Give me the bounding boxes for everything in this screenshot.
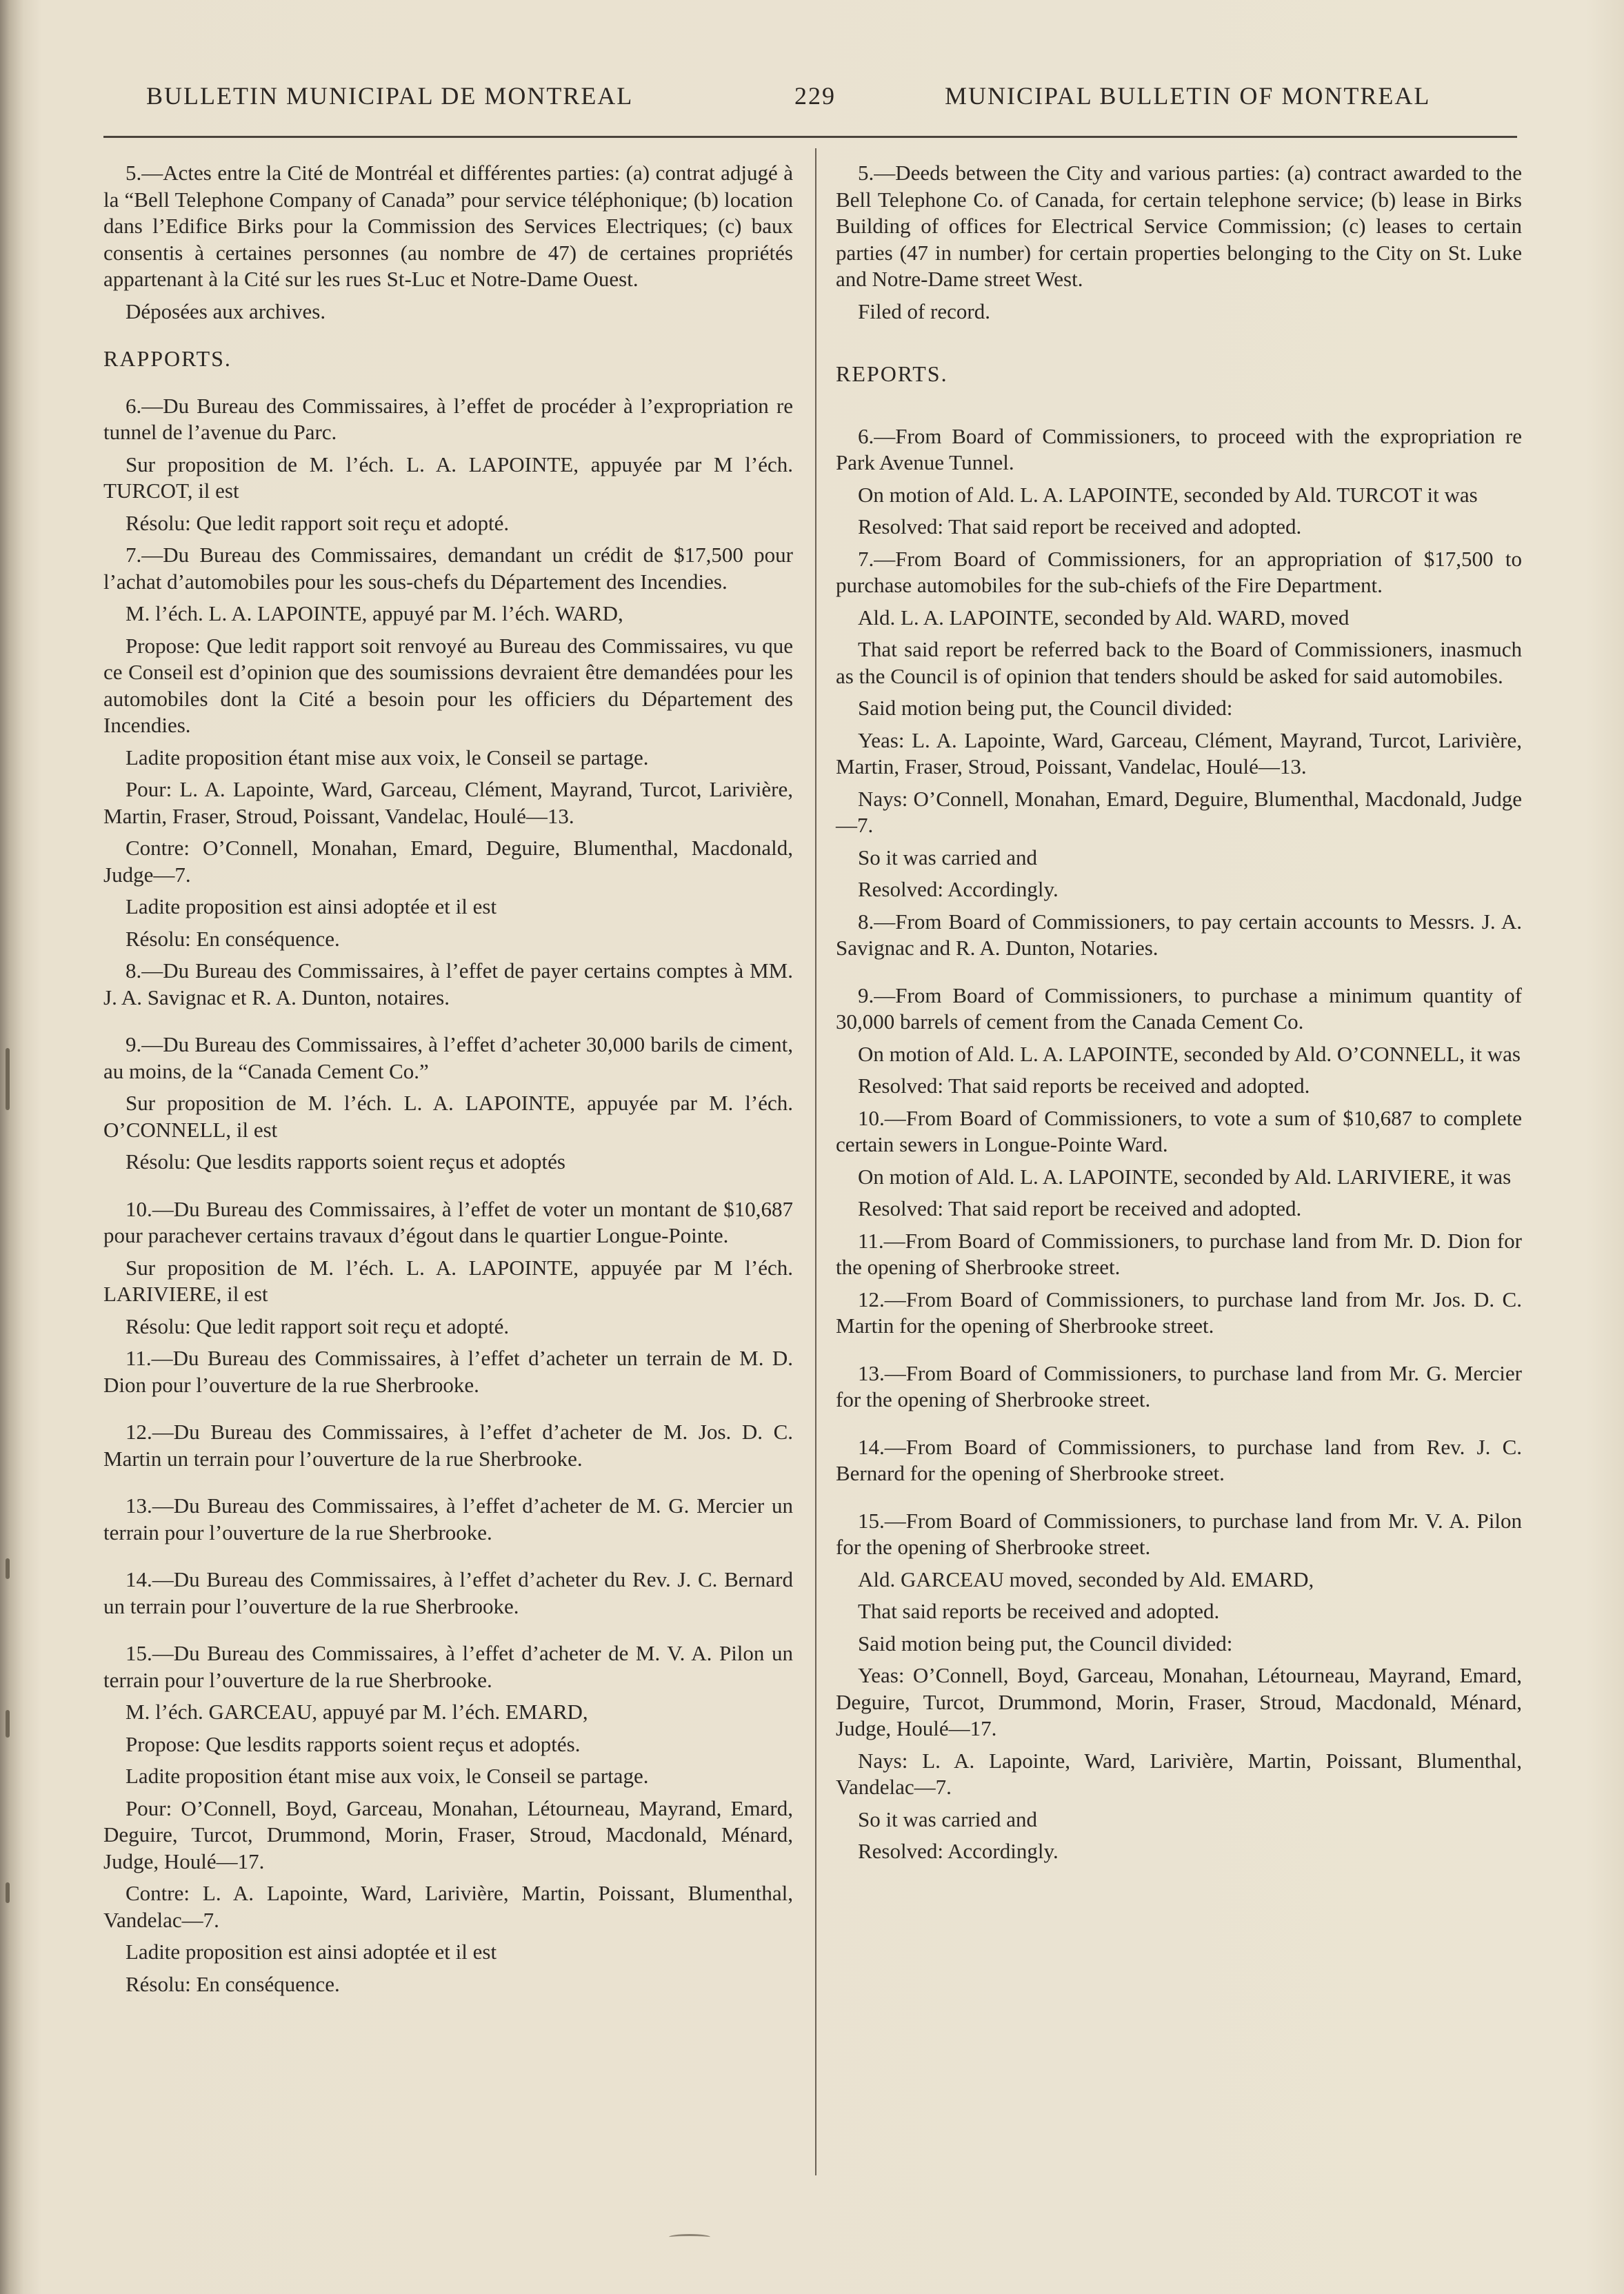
- fr-item-7-resolved: Résolu: En conséquence.: [126, 926, 340, 951]
- english-column: [836, 160, 1522, 1871]
- fr-item-7-vote: Ladite proposition étant mise aux voix, le Conseil se partage.: [126, 745, 649, 769]
- fr-item-7-propose: Propose: Que ledit rapport soit renvoyé au Bureau des Commissaires, vu que ce Conseil est d’opinion que des soumissions devraient être demandées pour les automobiles dont la Cité a besoin pour les officiers du Département des Incendies.: [103, 633, 793, 737]
- header-rule: [103, 136, 1517, 138]
- fr-item-10: 10.—Du Bureau des Commissaires, à l’effet de voter un montant de $10,687 pour parachever certains travaux d’égout dans le quartier Longue-Pointe.: [103, 1196, 793, 1247]
- en-item-7: 7.—From Board of Commissioners, for an appropriation of $17,500 to purchase automobiles for the sub-chiefs of the Fire Department.: [836, 546, 1522, 597]
- en-item-15-propose: That said reports be received and adopted.: [858, 1599, 1220, 1623]
- header-english-title: MUNICIPAL BULLETIN OF MONTREAL: [945, 82, 1431, 110]
- fr-item-10-resolved: Résolu: Que ledit rapport soit reçu et adopté.: [126, 1314, 510, 1338]
- binding-mark: [6, 1558, 10, 1579]
- en-item-7-carried: So it was carried and: [858, 845, 1037, 869]
- en-item-7-nays: Nays: O’Connell, Monahan, Emard, Deguire, Blumenthal, Macdonald, Judge—7.: [836, 786, 1522, 837]
- en-item-15-nays: Nays: L. A. Lapointe, Ward, Larivière, Martin, Poissant, Blumenthal, Vandelac—7.: [836, 1748, 1522, 1799]
- en-item-11: 11.—From Board of Commissioners, to purchase land from Mr. D. Dion for the opening of Sherbrooke street.: [836, 1228, 1522, 1279]
- en-item-15-vote: Said motion being put, the Council divided:: [858, 1631, 1233, 1656]
- binding-mark: [6, 1710, 10, 1738]
- fr-item-7-adopted: Ladite proposition est ainsi adoptée et il est: [126, 894, 497, 918]
- en-item-5: 5.—Deeds between the City and various parties: (a) contract awarded to the Bell Telephone Co. of Canada, for certain telephone service; (b) lease in Birks Building of offices for Electrical Service Commission; (c) leases to certain parties (47 in number) for certain properties belonging to the City on St. Luke and Notre-Dame street West.: [836, 161, 1522, 291]
- fr-item-10-motion: Sur proposition de M. l’éch. L. A. LAPOINTE, appuyée par M l’éch. LARIVIERE, il est: [103, 1255, 793, 1306]
- header-french-title: BULLETIN MUNICIPAL DE MONTREAL: [146, 82, 634, 110]
- en-item-7-motion: Ald. L. A. LAPOINTE, seconded by Ald. WARD, moved: [858, 605, 1350, 630]
- fr-item-15-vote: Ladite proposition étant mise aux voix, le Conseil se partage.: [126, 1764, 649, 1788]
- fr-item-13: 13.—Du Bureau des Commissaires, à l’effet d’acheter de M. G. Mercier un terrain pour l’ouverture de la rue Sherbrooke.: [103, 1493, 793, 1545]
- en-item-10-motion: On motion of Ald. L. A. LAPOINTE, seconded by Ald. LARIVIERE, it was: [858, 1164, 1512, 1189]
- en-reports-heading: REPORTS.: [836, 361, 948, 386]
- fr-item-15-motion: M. l’éch. GARCEAU, appuyé par M. l’éch. EMARD,: [126, 1700, 588, 1724]
- fr-item-8: 8.—Du Bureau des Commissaires, à l’effet de payer certains comptes à MM. J. A. Savignac et R. A. Dunton, notaires.: [103, 958, 793, 1009]
- fr-item-7-contre: Contre: O’Connell, Monahan, Emard, Deguire, Blumenthal, Macdonald, Judge—7.: [103, 836, 793, 887]
- fr-item-6: 6.—Du Bureau des Commissaires, à l’effet de procéder à l’expropriation re tunnel de l’avenue du Parc.: [103, 393, 793, 444]
- en-item-15: 15.—From Board of Commissioners, to purchase land from Mr. V. A. Pilon for the opening of Sherbrooke street.: [836, 1508, 1522, 1559]
- binding-mark: [6, 1882, 10, 1903]
- en-item-15-carried: So it was carried and: [858, 1807, 1037, 1831]
- en-item-10: 10.—From Board of Commissioners, to vote a sum of $10,687 to complete certain sewers in Longue-Pointe Ward.: [836, 1105, 1522, 1156]
- fr-item-15-resolved: Résolu: En conséquence.: [126, 1971, 340, 1996]
- en-item-15-motion: Ald. GARCEAU moved, seconded by Ald. EMARD,: [858, 1567, 1314, 1591]
- en-item-7-yeas: Yeas: L. A. Lapointe, Ward, Garceau, Clément, Mayrand, Turcot, Larivière, Martin, Fraser, Stroud, Poissant, Vandelac, Houlé—13.: [836, 727, 1522, 778]
- fr-item-15: 15.—Du Bureau des Commissaires, à l’effet d’acheter de M. V. A. Pilon un terrain pour l’ouverture de la rue Sherbrooke.: [103, 1641, 793, 1692]
- footer-ornament: [669, 2234, 710, 2240]
- page-number: 229: [794, 82, 836, 110]
- en-item-14: 14.—From Board of Commissioners, to purchase land from Rev. J. C. Bernard for the opening of Sherbrooke street.: [836, 1434, 1522, 1485]
- en-item-6: 6.—From Board of Commissioners, to proceed with the expropriation re Park Avenue Tunnel.: [836, 423, 1522, 474]
- fr-item-15-pour: Pour: O’Connell, Boyd, Garceau, Monahan, Létourneau, Mayrand, Emard, Deguire, Turcot, Drummond, Morin, Fraser, Stroud, Macdonald, Ménard, Judge, Houlé—17.: [103, 1795, 793, 1873]
- en-item-9: 9.—From Board of Commissioners, to purchase a minimum quantity of 30,000 barrels of cement from the Canada Cement Co.: [836, 983, 1522, 1034]
- fr-item-9-motion: Sur proposition de M. l’éch. L. A. LAPOINTE, appuyée par M. l’éch. O’CONNELL, il est: [103, 1091, 793, 1142]
- page-header: [103, 81, 1517, 123]
- fr-item-6-resolved: Résolu: Que ledit rapport soit reçu et adopté.: [126, 510, 510, 535]
- french-column: [103, 160, 793, 2003]
- fr-reports-heading: RAPPORTS.: [103, 346, 232, 371]
- en-item-13: 13.—From Board of Commissioners, to purchase land from Mr. G. Mercier for the opening of Sherbrooke street.: [836, 1360, 1522, 1411]
- fr-item-7-pour: Pour: L. A. Lapointe, Ward, Garceau, Clément, Mayrand, Turcot, Larivière, Martin, Fraser, Stroud, Poissant, Vandelac, Houlé—13.: [103, 777, 793, 828]
- fr-item-9-resolved: Résolu: Que lesdits rapports soient reçus et adoptés: [126, 1149, 565, 1174]
- en-item-7-propose: That said report be referred back to the Board of Commissioners, inasmuch as the Council is of opinion that tenders should be asked for said automobiles.: [836, 637, 1522, 688]
- en-item-7-resolved: Resolved: Accordingly.: [858, 877, 1059, 901]
- en-item-10-resolved: Resolved: That said report be received and adopted.: [858, 1196, 1302, 1220]
- en-item-9-motion: On motion of Ald. L. A. LAPOINTE, seconded by Ald. O’CONNELL, it was: [858, 1041, 1521, 1066]
- en-item-9-resolved: Resolved: That said reports be received and adopted.: [858, 1074, 1310, 1098]
- binding-mark: [6, 1048, 10, 1110]
- fr-item-11: 11.—Du Bureau des Commissaires, à l’effet d’acheter un terrain de M. D. Dion pour l’ouverture de la rue Sherbrooke.: [103, 1346, 793, 1397]
- fr-item-15-contre: Contre: L. A. Lapointe, Ward, Larivière, Martin, Poissant, Blumenthal, Vandelac—7.: [103, 1881, 793, 1932]
- en-item-8: 8.—From Board of Commissioners, to pay certain accounts to Messrs. J. A. Savignac and R. A. Dunton, Notaries.: [836, 909, 1522, 960]
- fr-item-7-motion: M. l’éch. L. A. LAPOINTE, appuyé par M. l’éch. WARD,: [126, 601, 623, 625]
- fr-item-7: 7.—Du Bureau des Commissaires, demandant un crédit de $17,500 pour l’achat d’automobiles pour les sous-chefs du Département des Incendies.: [103, 543, 793, 594]
- fr-item-6-motion: Sur proposition de M. l’éch. L. A. LAPOINTE, appuyée par M l’éch. TURCOT, il est: [103, 452, 793, 503]
- fr-item-12: 12.—Du Bureau des Commissaires, à l’effet d’acheter de M. Jos. D. C. Martin un terrain pour l’ouverture de la rue Sherbrooke.: [103, 1420, 793, 1471]
- en-item-15-yeas: Yeas: O’Connell, Boyd, Garceau, Monahan, Létourneau, Mayrand, Emard, Deguire, Turcot, Drummond, Morin, Fraser, Stroud, Macdonald, Ménard, Judge, Houlé—17.: [836, 1663, 1522, 1740]
- en-item-15-resolved: Resolved: Accordingly.: [858, 1839, 1059, 1863]
- fr-item-14: 14.—Du Bureau des Commissaires, à l’effet d’acheter du Rev. J. C. Bernard un terrain pour l’ouverture de la rue Sherbrooke.: [103, 1567, 793, 1618]
- en-item-7-vote: Said motion being put, the Council divided:: [858, 696, 1233, 720]
- en-item-6-resolved: Resolved: That said report be received and adopted.: [858, 514, 1302, 539]
- fr-item-5-filed: Déposées aux archives.: [126, 299, 326, 323]
- fr-item-15-propose: Propose: Que lesdits rapports soient reçus et adoptés.: [126, 1731, 581, 1756]
- fr-item-15-adopted: Ladite proposition est ainsi adoptée et il est: [126, 1940, 497, 1964]
- en-item-6-motion: On motion of Ald. L. A. LAPOINTE, seconded by Ald. TURCOT it was: [858, 482, 1478, 507]
- column-divider: [815, 148, 816, 2175]
- en-item-5-filed: Filed of record.: [858, 299, 990, 323]
- fr-item-5: 5.—Actes entre la Cité de Montréal et différentes parties: (a) contrat adjugé à la “Bell Telephone Company of Canada” pour service téléphonique; (b) location dans l’Edifice Birks pour la Commission des Services Electriques; (c) baux consentis à certaines personnes (au nombre de 47) de certaines propriétés appartenant à la Cité sur les rues St-Luc et Notre-Dame Ouest.: [103, 161, 793, 291]
- en-item-12: 12.—From Board of Commissioners, to purchase land from Mr. Jos. D. C. Martin for the opening of Sherbrooke street.: [836, 1287, 1522, 1338]
- fr-item-9: 9.—Du Bureau des Commissaires, à l’effet d’acheter 30,000 barils de ciment, au moins, de la “Canada Cement Co.”: [103, 1032, 793, 1083]
